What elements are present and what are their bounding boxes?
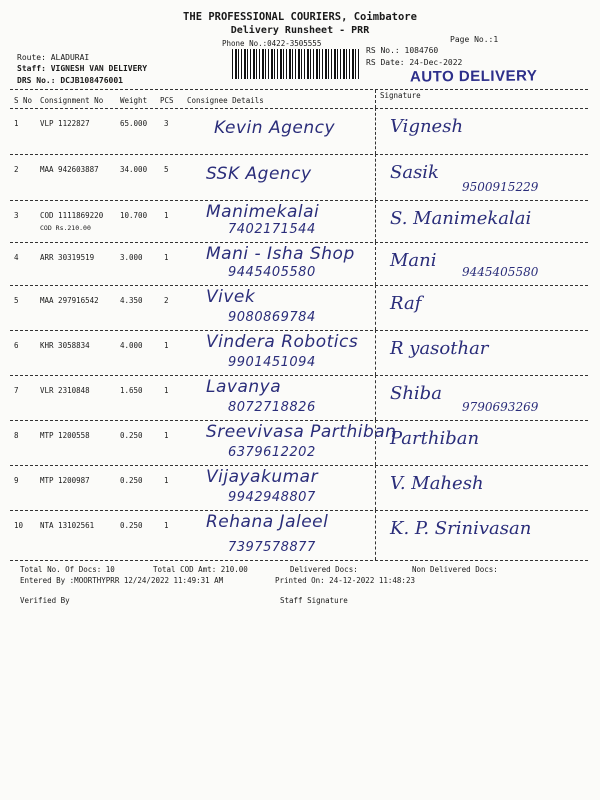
divider — [375, 285, 376, 330]
row-pcs: 1 — [164, 431, 169, 440]
row-consignment: ARR 30319519 — [40, 253, 95, 262]
company-phone: Phone No.:0422-3505555 — [222, 39, 322, 48]
rs-date: RS Date: 24-Dec-2022 — [366, 58, 463, 67]
row-signature: Vignesh — [390, 116, 464, 137]
entered-by: Entered By :MOORTHYPRR 12/24/2022 11:49:31 AM — [20, 576, 224, 585]
row-consignee: Vindera Robotics — [206, 332, 359, 352]
auto-delivery-stamp: AUTO DELIVERY — [409, 67, 538, 86]
table-row — [0, 510, 600, 560]
row-pcs: 1 — [164, 521, 169, 530]
table-row — [0, 285, 600, 330]
col-pcs: PCS — [160, 96, 174, 105]
col-weight: Weight — [120, 96, 148, 105]
row-weight: 0.250 — [120, 476, 143, 485]
row-consignee-phone: 9080869784 — [228, 310, 316, 325]
divider — [10, 560, 588, 561]
divider — [375, 90, 376, 108]
row-consignee-phone: 7397578877 — [228, 540, 316, 555]
delivered-docs: Delivered Docs: — [290, 565, 358, 574]
row-consignee: Vijayakumar — [206, 467, 319, 487]
divider — [375, 375, 376, 420]
divider — [375, 200, 376, 242]
col-consignment: Consignment No — [40, 96, 104, 105]
divider — [375, 330, 376, 375]
row-consignment: MAA 297916542 — [40, 296, 99, 305]
row-weight: 65.000 — [120, 119, 148, 128]
row-pcs: 1 — [164, 211, 169, 220]
row-consignee-phone: 9901451094 — [228, 355, 316, 370]
row-weight: 34.000 — [120, 165, 148, 174]
table-row — [0, 465, 600, 510]
row-consignment: MTP 1200987 — [40, 476, 90, 485]
col-signature: Signature — [380, 91, 421, 100]
verified-by: Verified By — [20, 596, 70, 605]
route: Route: ALADURAI — [17, 53, 90, 62]
staff: Staff: VIGNESH VAN DELIVERY — [17, 64, 148, 73]
row-consignee-phone: 6379612202 — [228, 445, 316, 460]
row-sno: 8 — [14, 431, 19, 440]
table-row — [0, 330, 600, 375]
row-consignment: VLR 2310848 — [40, 386, 90, 395]
row-weight: 4.350 — [120, 296, 143, 305]
row-sno: 9 — [14, 476, 19, 485]
table-row — [0, 375, 600, 420]
barcode — [232, 49, 360, 79]
non-delivered-docs: Non Delivered Docs: — [412, 565, 498, 574]
row-sno: 10 — [14, 521, 24, 530]
row-weight: 3.000 — [120, 253, 143, 262]
row-pcs: 1 — [164, 253, 169, 262]
divider — [375, 154, 376, 200]
company-title: THE PROFESSIONAL COURIERS, Coimbatore — [183, 11, 417, 23]
row-consignment: MTP 1200558 — [40, 431, 90, 440]
runsheet-title: Delivery Runsheet - PRR — [230, 25, 370, 36]
row-signature: V. Mahesh — [390, 473, 484, 494]
row-pcs: 1 — [164, 476, 169, 485]
table-row — [0, 420, 600, 465]
row-consignment: KHR 3058834 — [40, 341, 90, 350]
staff-signature: Staff Signature — [280, 596, 348, 605]
divider — [375, 108, 376, 154]
row-sno: 1 — [14, 119, 19, 128]
total-cod: Total COD Amt: 210.00 — [153, 565, 248, 574]
row-consignment: NTA 13102561 — [40, 521, 95, 530]
row-consignee-phone: 8072718826 — [228, 400, 316, 415]
row-consignee: Sreevivasa Parthiban — [206, 422, 397, 442]
row-sno: 6 — [14, 341, 19, 350]
row-pcs: 5 — [164, 165, 169, 174]
row-consignee: Mani - Isha Shop — [206, 244, 355, 264]
row-consignee: Manimekalai — [206, 202, 320, 222]
row-consignee-phone: 9942948807 — [228, 490, 316, 505]
row-weight: 10.700 — [120, 211, 148, 220]
table-row — [0, 242, 600, 285]
row-signature: Raf — [390, 293, 422, 314]
row-consignee: Kevin Agency — [214, 118, 336, 138]
row-sno: 7 — [14, 386, 19, 395]
row-sno: 4 — [14, 253, 19, 262]
row-consignee: SSK Agency — [206, 164, 312, 184]
row-sno: 3 — [14, 211, 19, 220]
col-consignee: Consignee Details — [187, 96, 264, 105]
row-pcs: 2 — [164, 296, 169, 305]
divider — [10, 89, 588, 90]
row-consignee: Vivek — [206, 287, 256, 307]
row-signature-phone: 9445405580 — [462, 265, 539, 279]
printed-on: Printed On: 24-12-2022 11:48:23 — [275, 576, 415, 585]
col-sno: S No — [14, 96, 33, 105]
table-row — [0, 108, 600, 154]
row-consignee: Rehana Jaleel — [206, 512, 329, 532]
row-consignment: VLP 1122827 — [40, 119, 90, 128]
divider — [375, 242, 376, 285]
row-weight: 0.250 — [120, 521, 143, 530]
row-consignment: COD 1111869220 — [40, 211, 104, 220]
total-docs: Total No. Of Docs: 10 — [20, 565, 115, 574]
rs-number: RS No.: 1084760 — [366, 46, 439, 55]
row-pcs: 3 — [164, 119, 169, 128]
row-signature-phone: 9500915229 — [462, 180, 539, 194]
divider — [375, 465, 376, 510]
divider — [375, 510, 376, 560]
row-signature: Shiba — [390, 383, 442, 404]
row-sno: 5 — [14, 296, 19, 305]
divider — [375, 420, 376, 465]
row-signature-phone: 9790693269 — [462, 400, 539, 414]
row-pcs: 1 — [164, 386, 169, 395]
row-weight: 1.650 — [120, 386, 143, 395]
row-weight: 0.250 — [120, 431, 143, 440]
drs-number: DRS No.: DCJB108476001 — [17, 76, 123, 85]
row-signature: Mani — [390, 250, 437, 271]
row-signature: Parthiban — [390, 428, 480, 449]
row-consignment: MAA 942603887 — [40, 165, 99, 174]
table-row — [0, 200, 600, 242]
row-signature: Sasik — [390, 162, 439, 183]
row-sno: 2 — [14, 165, 19, 174]
row-signature: R yasothar — [390, 338, 489, 359]
row-weight: 4.000 — [120, 341, 143, 350]
page-number: Page No.:1 — [450, 35, 499, 44]
row-consignee-phone: 7402171544 — [228, 222, 316, 237]
row-consignee-phone: 9445405580 — [228, 265, 316, 280]
row-cod: COD Rs.210.00 — [40, 224, 91, 232]
row-consignee: Lavanya — [206, 377, 282, 397]
row-signature: K. P. Srinivasan — [390, 518, 532, 539]
table-row — [0, 154, 600, 200]
row-pcs: 1 — [164, 341, 169, 350]
row-signature: S. Manimekalai — [390, 208, 532, 229]
